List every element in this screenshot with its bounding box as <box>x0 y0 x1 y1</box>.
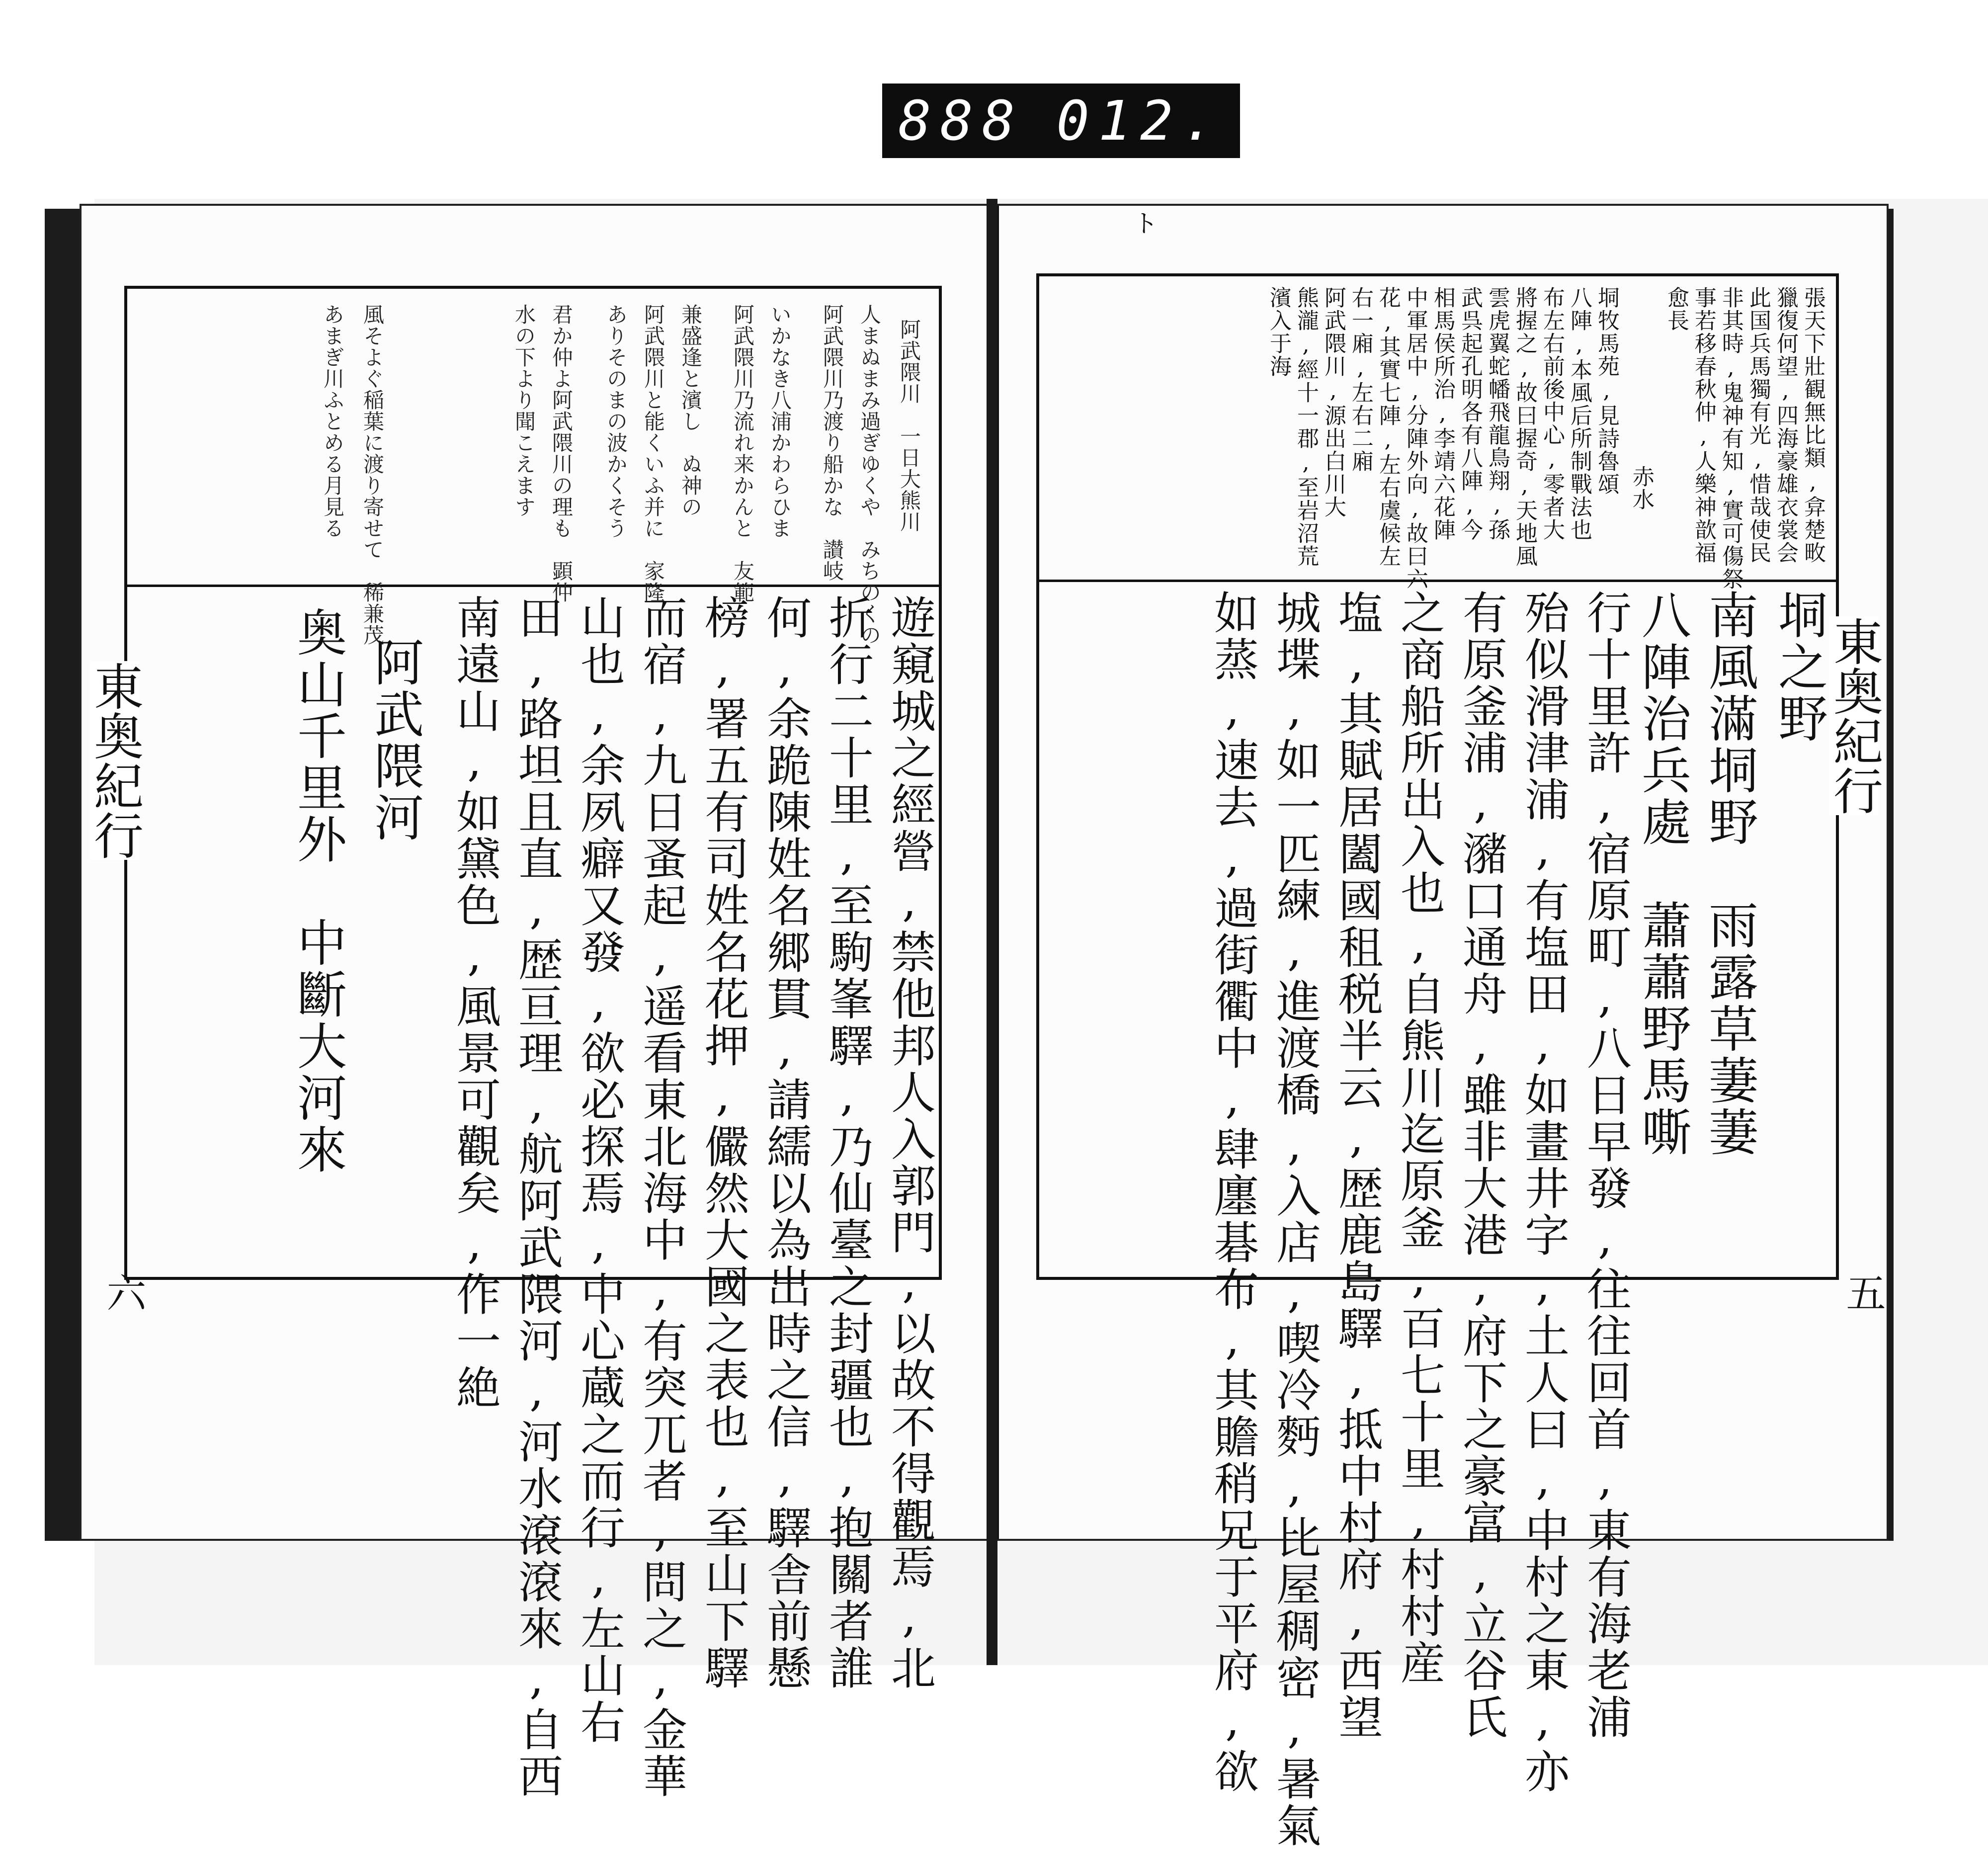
main-text-column: 榜,署五有司姓名花押,儼然大國之表也,至山下驛 <box>697 594 749 1691</box>
annotation-column: 事若移春秋仲,人樂神歆福 <box>1691 286 1716 564</box>
main-text-column: 南遠山,如黛色,風景可觀矣,作一絶 <box>448 594 500 1411</box>
main-text-column: 田,路坦且直,歴亘理,航阿武隈河,河水滾滾來,自西 <box>510 594 563 1800</box>
main-text-column: 有原釜浦,瀦口通舟,雖非大港,府下之豪富,立谷氏 <box>1455 589 1507 1741</box>
main-text-column: 行十里許,宿原町,八日早發,往往回首,東有海老浦 <box>1579 589 1631 1741</box>
annotation-signature: 赤水 <box>1629 465 1654 511</box>
right-side-title: 東奥紀行 <box>1825 616 1883 815</box>
top-mark: ト <box>1133 209 1158 238</box>
annotation-column: 熊瀧,經十一郡,至岩沼荒 <box>1293 286 1319 568</box>
handwritten-note: 阿武隈川と能くいふ并に 家隆 <box>641 304 665 603</box>
annotation-column: 阿武隈川,源出白川大 <box>1321 286 1346 518</box>
left-folio-number: 六 <box>100 1272 146 1312</box>
main-text-column: 如蒸,速去,過街衢中,肆廛碁布,其贍稍兄于平府,欲 <box>1206 589 1258 1795</box>
main-text-column: 八陣治兵處 蕭蕭野馬嘶 <box>1633 589 1691 1158</box>
book-spine <box>987 199 997 1665</box>
handwritten-note: 君か仲よ阿武隈川の理も 顕仲 <box>549 304 574 603</box>
handwritten-note: あまぎ川ふとめる月見る <box>321 304 345 539</box>
poem-line: 奥山千里外 中斷大河來 <box>289 607 347 1176</box>
handwritten-note: 水の下より聞こえます <box>512 304 536 517</box>
annotation-column: 將握之,故曰握奇,天地風 <box>1512 286 1537 568</box>
annotation-column: 非其時,鬼神有知,實可傷祭 <box>1718 286 1743 590</box>
main-text-column: 折行二十里,至駒峯驛,乃仙臺之封疆也,抱關者誰 <box>821 594 873 1691</box>
handwritten-note: ありそのまの波かくそう <box>604 304 628 539</box>
annotation-column: 中軍居中,分陣外向,故曰六 <box>1403 286 1428 590</box>
archive-label <box>882 84 1240 158</box>
main-text-column: 遊窺城之經營,禁他邦人入郭門,以故不得觀焉,北 <box>883 594 935 1691</box>
archive-number-right: 012. <box>1056 89 1224 153</box>
annotation-column: 布左右前後中心,零者大 <box>1539 286 1565 541</box>
annotation-column: 愈長 <box>1663 286 1689 332</box>
annotation-column: 花,其實七陣,左右虞候左 <box>1375 286 1401 568</box>
handwritten-note: 阿武隈川乃流れ来かんと 友範 <box>731 304 755 603</box>
handwritten-note: いかなき八浦かわらひま <box>768 304 792 539</box>
annotation-column: 雲虎翼蛇幡飛龍鳥翔,孫 <box>1485 286 1510 541</box>
annotation-column: 獵復何望,四海豪雄衣裳会 <box>1773 286 1798 564</box>
main-text-column: 城堞,如一匹練,進渡橋,入店,喫冷麪,比屋稠密,暑氣 <box>1268 589 1321 1849</box>
main-text-column: 殆似滑津浦,有塩田,如畫井字,土人曰,中村之東,亦 <box>1517 589 1569 1795</box>
main-text-column: 而宿,九日蚤起,遥看東北海中,有突兀者,問之,金華 <box>635 594 687 1800</box>
handwritten-note: 阿武隈川乃渡り船かな 讃岐 <box>820 304 844 582</box>
annotation-column: 武呉起孔明各有八陣,今 <box>1457 286 1483 541</box>
annotation-column: 此国兵馬獨有光,惜哉使民 <box>1745 286 1771 564</box>
main-text-column: 何,余跪陳姓名郷貫,請繻以為出時之信,驛舎前懸 <box>759 594 811 1691</box>
right-header-divider <box>1039 580 1836 582</box>
annotation-column: 濱入于海 <box>1266 286 1291 378</box>
annotation-column: 垌牧馬苑,見詩魯頌 <box>1594 286 1619 496</box>
handwritten-note: 人まぬまみ過ぎゆくや みちのくの <box>857 304 882 646</box>
annotation-column: 相馬侯所治,李靖六花陣 <box>1430 286 1455 541</box>
annotation-column: 八陣,本風后所制戰法也 <box>1567 286 1592 541</box>
left-side-title: 東奥紀行 <box>85 661 144 860</box>
main-text-column: 山也,余夙癖又發,欲必探焉,中心蔵之而行,左山右 <box>573 594 625 1746</box>
annotation-column: 張天下壯観無比類,弇楚畋 <box>1800 286 1825 564</box>
main-text-column: 之商船所出入也,自熊川迄原釜,百七十里,村村産 <box>1393 589 1445 1686</box>
archive-number-left: 888 <box>898 89 1024 153</box>
handwritten-note: 風そよぐ稲葉に渡り寄せて 稀兼茂 <box>360 304 385 646</box>
main-text-column: 垌之野 <box>1770 589 1828 745</box>
handwritten-note: 阿武隈川 一日大熊川 <box>897 319 921 532</box>
left-page-frame <box>124 286 942 1800</box>
annotation-column: 右一廂,左右二廂 <box>1348 286 1373 473</box>
main-text-column: 南風滿垌野 雨露草萋萋 <box>1700 589 1758 1158</box>
handwritten-note: 兼盛逢と濱し ぬ神の <box>678 304 703 517</box>
main-text-column: 塩,其賦居闔國租税半云,歴鹿島驛,抵中村府,西望 <box>1330 589 1383 1741</box>
right-folio-number: 五 <box>1839 1272 1886 1312</box>
left-header-divider <box>127 585 939 587</box>
poem-title: 阿武隈河 <box>366 637 424 843</box>
right-page-frame <box>1036 273 1839 1849</box>
